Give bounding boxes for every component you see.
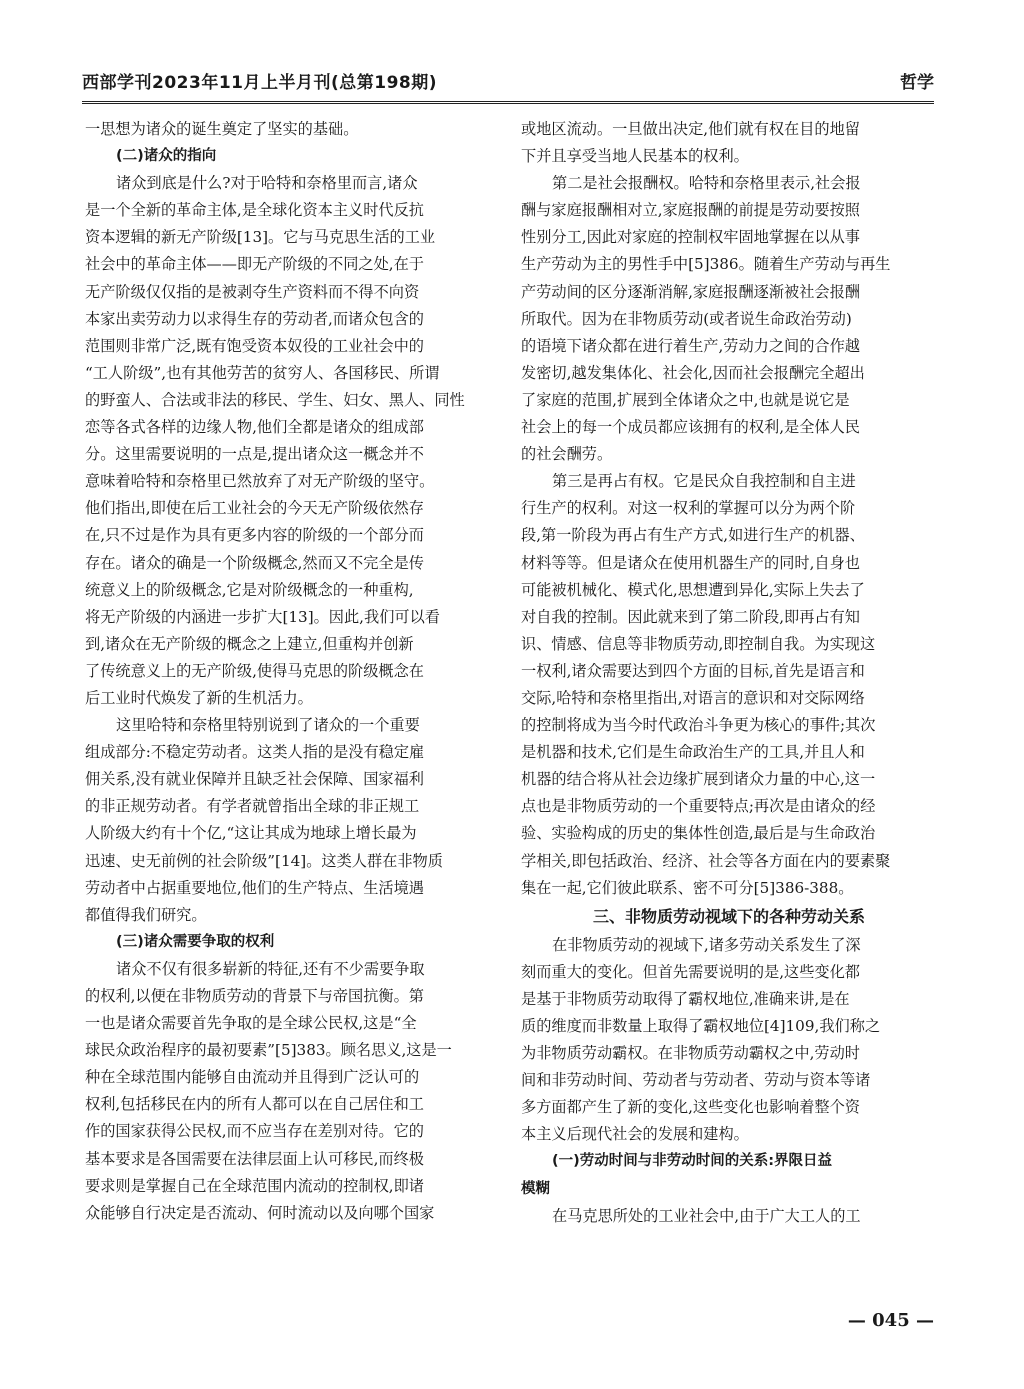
- text-line: 材料等等。但是诸众在使用机器生产的同时,自身也: [521, 553, 860, 572]
- text-line: 了传统意义上的无产阶级,使得马克思的阶级概念在: [85, 661, 424, 680]
- text-line: 是机器和技术,它们是生命政治生产的工具,并且人和: [521, 743, 865, 762]
- text-line: 人阶级大约有十个亿,“这让其成为地球上增长最为: [85, 824, 417, 843]
- text-line: 球民众政治程序的最初要素”[5]383。顾名思义,这是一: [85, 1041, 452, 1060]
- text-line: 为非物质劳动霸权。在非物质劳动霸权之中,劳动时: [521, 1044, 860, 1063]
- text-line: 是基于非物质劳动取得了霸权地位,准确来讲,是在: [521, 989, 850, 1008]
- page-number: — 045 —: [847, 1310, 934, 1331]
- text-line: 行生产的权利。对这一权利的掌握可以分为两个阶: [521, 499, 856, 518]
- text-line: 权利,包括移民在内的所有人都可以在自己居住和工: [85, 1095, 424, 1114]
- paragraph-start-line: 在非物质劳动的视域下,诸多劳动关系发生了深: [552, 935, 861, 954]
- text-line: 作的国家获得公民权,而不应当存在差别对待。它的: [85, 1122, 424, 1141]
- running-header: [82, 68, 934, 98]
- text-line: 分。这里需要说明的一点是,提出诸众这一概念并不: [85, 445, 424, 464]
- text-line: 本主义后现代社会的发展和建构。: [521, 1125, 749, 1144]
- text-line: 间和非劳动时间、劳动者与劳动者、劳动与资本等诸: [521, 1071, 871, 1090]
- section-label: 哲学: [900, 73, 934, 93]
- paragraph-start-line: 第三是再占有权。它是民众自我控制和自主进: [552, 472, 856, 491]
- text-line: 了家庭的范围,扩展到全体诸众之中,也就是说它是: [521, 390, 850, 409]
- text-line: 存在。诸众的确是一个阶级概念,然而又不完全是传: [85, 553, 424, 572]
- text-line: 一权利,诸众需要达到四个方面的目标,首先是语言和: [521, 661, 865, 680]
- header-rule: [82, 101, 934, 104]
- text-line: 的语境下诸众都在进行着生产,劳动力之间的合作越: [521, 336, 860, 355]
- text-line: 的非正规劳动者。有学者就曾指出全球的非正规工: [85, 797, 420, 816]
- text-line: 质的维度而非数量上取得了霸权地位[4]109,我们称之: [521, 1017, 881, 1035]
- text-line: 生产劳动为主的男性手中[5]386。随着生产劳动与再生: [521, 255, 891, 274]
- paragraph-start-line: 诸众不仅有很多崭新的特征,还有不少需要争取: [116, 959, 425, 978]
- text-line: 下并且享受当地人民基本的权利。: [521, 147, 749, 166]
- text-line: 后工业时代焕发了新的生机活力。: [85, 688, 313, 707]
- paragraph-start-line: 诸众到底是什么?对于哈特和奈格里而言,诸众: [116, 174, 418, 193]
- text-line: 点也是非物质劳动的一个重要特点;再次是由诸众的经: [521, 797, 876, 816]
- text-line: 意味着哈特和奈格里已然放弃了对无产阶级的坚守。: [85, 472, 435, 491]
- text-line: 劳动者中占据重要地位,他们的生产特点、生活境遇: [85, 878, 424, 897]
- text-line: 众能够自行决定是否流动、何时流动以及向哪个国家: [85, 1203, 435, 1222]
- text-line: 可能被机械化、模式化,思想遭到异化,实际上失去了: [521, 580, 865, 599]
- right-column: [521, 116, 937, 1230]
- text-line: 统意义上的阶级概念,它是对阶级概念的一种重构,: [85, 580, 414, 599]
- text-line: 所取代。因为在非物质劳动(或者说生命政治劳动): [521, 309, 852, 328]
- text-line: 产劳动间的区分逐渐消解,家庭报酬逐渐被社会报酬: [521, 282, 860, 301]
- text-line: 集在一起,它们彼此联系、密不可分[5]386-388。: [521, 878, 854, 897]
- text-line: 学相关,即包括政治、经济、社会等各方面在内的要素聚: [521, 851, 891, 870]
- text-line: 或地区流动。一旦做出决定,他们就有权在目的地留: [521, 120, 860, 138]
- text-line: 恋等各式各样的边缘人物,他们全都是诸众的组成部: [85, 418, 424, 437]
- text-line: 在,只不过是作为具有更多内容的阶级的一个部分而: [85, 526, 424, 545]
- text-line: 验、实验构成的历史的集体性创造,最后是与生命政治: [521, 824, 876, 843]
- text-line: 将无产阶级的内涵进一步扩大[13]。因此,我们可以看: [85, 607, 440, 626]
- text-line: 酬与家庭报酬相对立,家庭报酬的前提是劳动要按照: [521, 201, 860, 220]
- text-line: 的控制将成为当今时代政治斗争更为核心的事件;其次: [521, 716, 876, 735]
- text-line: 是一个全新的革命主体,是全球化资本主义时代反抗: [85, 201, 424, 220]
- paragraph-start-line: 第二是社会报酬权。哈特和奈格里表示,社会报: [552, 174, 861, 193]
- left-column: [85, 116, 501, 1227]
- text-line: 迅速、史无前例的社会阶级”[14]。这类人群在非物质: [85, 851, 443, 870]
- subsection-heading: 模糊: [521, 1180, 550, 1197]
- text-line: 到,诸众在无产阶级的概念之上建立,但重构并创新: [85, 634, 414, 653]
- text-line: 对自我的控制。因此就来到了第二阶段,即再占有知: [521, 607, 860, 626]
- text-line: 的权利,以便在非物质劳动的背景下与帝国抗衡。第: [85, 987, 424, 1005]
- text-line: 佣关系,没有就业保障并且缺乏社会保障、国家福利: [85, 770, 424, 789]
- text-line: 的社会酬劳。: [521, 445, 613, 464]
- text-line: 他们指出,即使在后工业社会的今天无产阶级依然存: [85, 499, 424, 518]
- text-line: 无产阶级仅仅指的是被剥夺生产资料而不得不向资: [85, 282, 420, 301]
- text-line: 一思想为诸众的诞生奠定了坚实的基础。: [85, 120, 359, 138]
- journal-title: 西部学刊2023年11月上半月刊(总第198期): [82, 73, 437, 93]
- text-line: 社会上的每一个成员都应该拥有的权利,是全体人民: [521, 418, 860, 437]
- subsection-heading: (一)劳动时间与非劳动时间的关系:界限日益: [552, 1153, 833, 1170]
- text-line: 社会中的革命主体——即无产阶级的不同之处,在于: [85, 255, 424, 274]
- subsection-heading: (二)诸众的指向: [116, 148, 217, 165]
- text-line: 段,第一阶段为再占有生产方式,如进行生产的机器、: [521, 526, 865, 545]
- paragraph-start-line: 这里哈特和奈格里特别说到了诸众的一个重要: [116, 716, 420, 735]
- text-line: 多方面都产生了新的变化,这些变化也影响着整个资: [521, 1098, 860, 1117]
- text-line: 交际,哈特和奈格里指出,对语言的意识和对交际网络: [521, 688, 865, 707]
- text-line: 刻而重大的变化。但首先需要说明的是,这些变化都: [521, 962, 860, 981]
- text-line: 组成部分:不稳定劳动者。这类人指的是没有稳定雇: [85, 743, 425, 762]
- text-line: 资本逻辑的新无产阶级[13]。它与马克思生活的工业: [85, 228, 436, 247]
- text-line: 机器的结合将从社会边缘扩展到诸众力量的中心,这一: [521, 770, 876, 789]
- section-heading: 三、非物质劳动视域下的各种劳动关系: [592, 906, 865, 926]
- text-line: 本家出卖劳动力以求得生存的劳动者,而诸众包含的: [85, 309, 424, 328]
- text-line: 要求则是掌握自己在全球范围内流动的控制权,即诸: [85, 1176, 424, 1195]
- text-line: 识、情感、信息等非物质劳动,即控制自我。为实现这: [521, 634, 876, 653]
- text-line: “工人阶级”,也有其他劳苦的贫穷人、各国移民、所谓: [85, 363, 440, 382]
- paragraph-start-line: 在马克思所处的工业社会中,由于广大工人的工: [552, 1206, 861, 1225]
- subsection-heading: (三)诸众需要争取的权利: [116, 933, 275, 950]
- text-line: 性别分工,因此对家庭的控制权牢固地掌握在以从事: [521, 228, 860, 247]
- text-line: 一也是诸众需要首先争取的是全球公民权,这是“全: [85, 1014, 417, 1033]
- text-line: 都值得我们研究。: [85, 905, 207, 924]
- text-line: 基本要求是各国需要在法律层面上认可移民,而终极: [85, 1149, 424, 1168]
- text-line: 范围则非常广泛,既有饱受资本奴役的工业社会中的: [85, 336, 424, 355]
- text-line: 种在全球范围内能够自由流动并且得到广泛认可的: [85, 1068, 420, 1087]
- text-line: 发密切,越发集体化、社会化,因而社会报酬完全超出: [521, 363, 865, 382]
- text-line: 的野蛮人、合法或非法的移民、学生、妇女、黑人、同性: [85, 390, 465, 409]
